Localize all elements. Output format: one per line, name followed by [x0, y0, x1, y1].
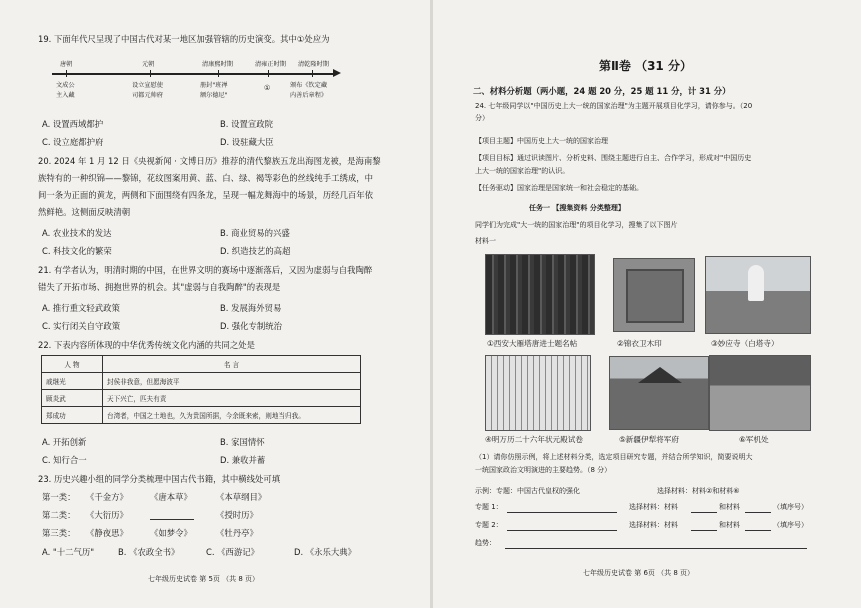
q22-quote: 封侯非我意，但愿海波平	[103, 373, 361, 390]
q22-option-b[interactable]: B. 家国情怀	[220, 437, 265, 447]
q20-option-a[interactable]: A. 农业技术的发达	[42, 228, 112, 238]
q23-book: 《如梦令》	[150, 528, 192, 538]
project-goal-1: 【项目目标】通过识读图片、分析史料、围绕主题进行自主、合作学习，形成对"中国历史	[475, 154, 752, 162]
q20-line-2: 族特有的一种织锦——黎锦，花纹图案用黄、蓝、白、绿、褐等彩色的丝线纯手工绣成，中	[38, 173, 373, 183]
task1-intro: 同学们为完成"大一统的国家治理"的项目化学习，搜集了以下图片	[475, 221, 678, 229]
palace-building-photo	[709, 355, 811, 431]
q24-intro-2: 分）	[475, 114, 489, 122]
topic1-answer-line[interactable]	[507, 512, 617, 513]
page-5-footer: 七年级历史试卷 第 5页 （共 8 页）	[148, 575, 260, 583]
q20-line-4: 然鲜艳。这侧面反映清朝	[38, 207, 131, 217]
timeline-era-kangxi: 清康熙时期	[202, 61, 233, 68]
example-materials: 选择材料：材料②和材料⑥	[657, 487, 740, 495]
timeline-event-2: 设立宣慰使 司都元帅府	[132, 82, 163, 99]
timeline-era-yongzheng: 清雍正时期	[255, 61, 286, 68]
topic2-choose-label: 选择材料：材料	[629, 521, 678, 529]
q20-line-3: 间一条为正面的黄龙，两侧和下面围绕有四条龙，呈现一幅龙舞海中的场景，历经几百年依	[38, 190, 373, 200]
timeline-event-blank: ①	[264, 84, 271, 92]
timeline-tick	[268, 70, 269, 77]
q23-stem: 23. 历史兴趣小组的同学分类梳理中国古代书籍，其中横线处可填	[38, 474, 281, 484]
q19-option-d[interactable]: D. 设驻藏大臣	[220, 137, 274, 147]
q23-option-c[interactable]: C. 《西游记》	[206, 547, 260, 557]
q23-book: 《静夜思》	[86, 528, 128, 538]
table-row	[42, 356, 361, 373]
pavilion-photo	[609, 356, 709, 430]
q23-book: 《授时历》	[216, 510, 258, 520]
q22-quote: 台湾者，中国之土地也，久为贵国所据，今余既来索，则地当归我。	[103, 407, 361, 424]
topic2-material-a[interactable]	[691, 530, 717, 531]
timeline-event-5: 颁布《钦定藏 内善后章程》	[290, 82, 328, 99]
topic1-fill-no: （填序号）	[773, 503, 808, 511]
image-caption-3: ③妙应寺（白塔寺）	[711, 339, 779, 348]
timeline-tick	[218, 70, 219, 77]
q23-book: 《牡丹亭》	[216, 528, 258, 538]
q22-stem: 22. 下表内容所体现的中华优秀传统文化内涵的共同之处是	[38, 340, 255, 350]
q21-option-d[interactable]: D. 强化专制统治	[220, 321, 283, 331]
timeline-event-3: 册封"班禅 额尔德尼"	[200, 82, 228, 99]
project-theme: 【项目主题】中国历史上大一统的国家治理	[475, 137, 608, 145]
topic1-material-a[interactable]	[691, 512, 717, 513]
timeline-era-qianlong: 清乾隆时期	[298, 61, 329, 68]
q19-stem: 19. 下面年代尺呈现了中国古代对某一地区加强管辖的历史演变。其中①处应为	[38, 34, 330, 44]
q19-option-a[interactable]: A. 设置西域都护	[42, 119, 104, 129]
q22-option-c[interactable]: C. 知行合一	[42, 455, 87, 465]
topic2-answer-line[interactable]	[507, 530, 617, 531]
section-title: 二、材料分析题（两小题，24 题 20 分，25 题 11 分，计 31 分）	[473, 86, 731, 96]
trend-answer-line[interactable]	[505, 548, 807, 549]
q23-option-b[interactable]: B. 《农政全书》	[118, 547, 180, 557]
topic2-fill-no: （填序号）	[773, 521, 808, 529]
material-label: 材料一	[475, 237, 496, 245]
q22-table	[41, 355, 361, 424]
task-question-1: （1）请你仿照示例，将上述材料分类，选定项目研究专题，并结合所学知识，简要说明大	[475, 453, 753, 461]
q23-book: 《本草纲目》	[216, 492, 267, 502]
pavilion-roof-icon	[638, 367, 682, 383]
trend-label: 趋势：	[475, 539, 496, 547]
q23-option-a[interactable]: A. "十二气历"	[42, 547, 95, 557]
image-caption-5: ⑤新疆伊犁将军府	[619, 435, 679, 444]
seal-photo	[613, 258, 695, 332]
q21-option-c[interactable]: C. 实行闭关自守政策	[42, 321, 121, 331]
q23-blank-line[interactable]	[150, 519, 194, 520]
exam-scroll-photo	[485, 355, 591, 431]
q22-quote: 天下兴亡，匹夫有责	[103, 390, 361, 407]
q21-option-a[interactable]: A. 推行重文轻武政策	[42, 303, 120, 313]
q19-option-b[interactable]: B. 设置宣政院	[220, 119, 273, 129]
task-drive: 【任务驱动】国家治理是国家统一和社会稳定的基础。	[475, 184, 643, 192]
stele-rubbing-photo	[485, 254, 595, 335]
timeline-tick	[150, 70, 151, 77]
q23-row-label: 第二类：	[42, 510, 76, 520]
q23-book: 《唐本草》	[150, 492, 192, 502]
timeline-arrow-icon	[333, 69, 341, 77]
q22-option-a[interactable]: A. 开拓创新	[42, 437, 87, 447]
timeline-event-1: 文成公 主入藏	[56, 82, 75, 99]
topic1-label: 专题 1：	[475, 503, 503, 511]
page-6-footer: 七年级历史试卷 第 6页 （共 8 页）	[583, 569, 695, 577]
volume-title: 第Ⅱ卷 （31 分）	[599, 59, 692, 73]
q22-header-quote: 名 言	[103, 356, 361, 373]
q23-row-label: 第三类：	[42, 528, 76, 538]
timeline-axis	[52, 73, 334, 75]
exam-page-6	[433, 0, 861, 608]
q21-line-2: 错失了开拓市场、拥抱世界的机会。其"虚弱与自我陶醉"的表现是	[38, 282, 281, 292]
seal-face-icon	[626, 269, 684, 323]
timeline-era-yuan: 元朝	[142, 61, 155, 68]
example-topic: 示例：专题：中国古代皇权的强化	[475, 487, 580, 495]
topic1-material-b[interactable]	[745, 512, 771, 513]
q22-person: 戚继光	[42, 373, 103, 390]
q20-option-d[interactable]: D. 织造技艺的高超	[220, 246, 291, 256]
q22-header-person: 人 物	[42, 356, 103, 373]
q20-option-c[interactable]: C. 科技文化的繁荣	[42, 246, 112, 256]
q22-person: 顾炎武	[42, 390, 103, 407]
topic1-choose-label: 选择材料：材料	[629, 503, 678, 511]
topic2-label: 专题 2：	[475, 521, 503, 529]
table-row	[42, 373, 361, 390]
timeline-tick	[312, 70, 313, 77]
topic2-material-b[interactable]	[745, 530, 771, 531]
white-pagoda-photo	[705, 256, 811, 334]
q20-option-b[interactable]: B. 商业贸易的兴盛	[220, 228, 290, 238]
timeline-tick	[66, 70, 67, 77]
q23-book: 《千金方》	[86, 492, 128, 502]
project-goal-2: 上大一统的国家治理"的认识。	[475, 167, 570, 175]
timeline-era-tang: 唐朝	[60, 61, 73, 68]
task-question-2: 一统国家政治文明演进的主要趋势。（8 分）	[475, 466, 612, 474]
q20-line-1: 20. 2024 年 1 月 12 日《央视新闻 · 文博日历》推荐的清代黎族五龙出海图龙被，是海南黎	[38, 156, 381, 166]
image-caption-6: ⑥军机处	[739, 435, 769, 444]
q19-option-c[interactable]: C. 设立庭都护府	[42, 137, 104, 147]
q23-book: 《大衍历》	[86, 510, 128, 520]
image-caption-4: ④明万历二十六年状元殿试卷	[485, 435, 583, 444]
table-row	[42, 407, 361, 424]
table-row	[42, 390, 361, 407]
topic2-and-label: 和材料	[719, 521, 740, 529]
image-caption-2: ②锦衣卫木印	[617, 339, 662, 348]
q21-option-b[interactable]: B. 发展海外贸易	[220, 303, 282, 313]
image-caption-1: ①西安大雁塔唐进士题名帖	[487, 339, 578, 348]
pagoda-icon	[748, 265, 764, 301]
q23-option-d[interactable]: D. 《永乐大典》	[294, 547, 357, 557]
q22-option-d[interactable]: D. 兼收并蓄	[220, 455, 266, 465]
q21-line-1: 21. 有学者认为，明清时期的中国，在世界文明的赛场中逐渐落后，又因为虚弱与自我陶醉	[38, 265, 373, 275]
q23-row-label: 第一类：	[42, 492, 76, 502]
task1-title: 任务一 【搜集资料 分类整理】	[529, 204, 625, 212]
q24-intro-1: 24. 七年级同学以"中国历史上大一统的国家治理"为主题开展项目化学习，请你参与。（20	[475, 102, 753, 110]
exam-page-5	[0, 0, 430, 608]
q22-person: 郑成功	[42, 407, 103, 424]
topic1-and-label: 和材料	[719, 503, 740, 511]
